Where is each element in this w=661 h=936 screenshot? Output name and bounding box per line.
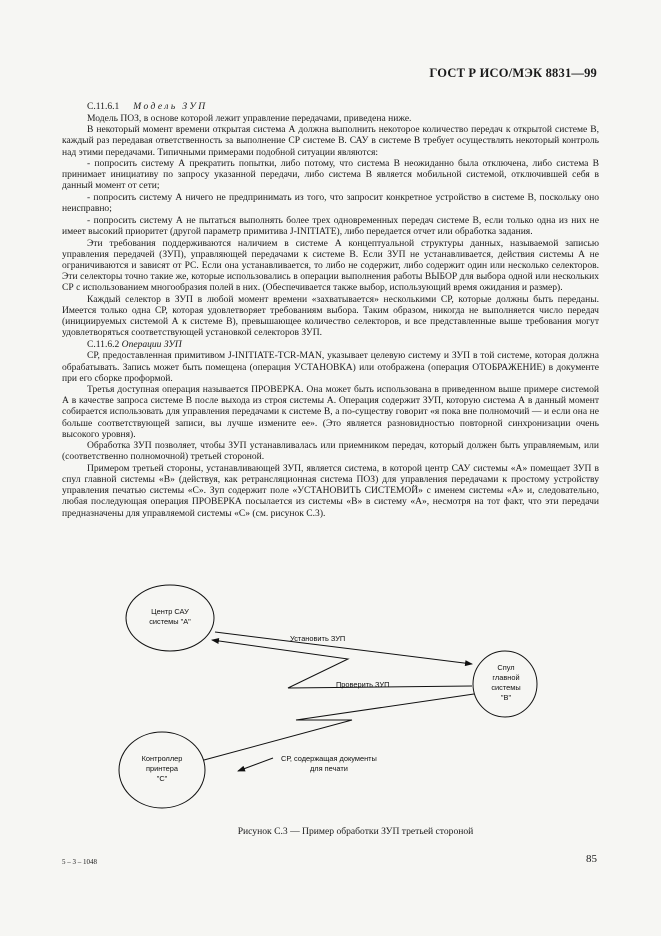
- arrow-print-docs-label-2: для печати: [310, 764, 348, 773]
- node-c-label-1: Контроллер: [141, 754, 183, 763]
- section-title: Операции ЗУП: [121, 338, 182, 350]
- node-b-label-4: "В": [500, 693, 512, 702]
- node-b-label-3: системы: [491, 683, 521, 692]
- paragraph: В некоторый момент времени открытая система А должна выполнить некоторое количество передач к открытой системе В, каждый раз передавая ответственность за выполнение СР системе В. САУ в системе В требует осуществлять некоторый контроль над этими передачами. Типичными примерами подобной ситуации являются:: [62, 124, 599, 158]
- paragraph: Модель ПОЗ, в основе которой лежит управление передачами, приведена ниже.: [87, 112, 412, 124]
- section-number: С.11.6.2: [87, 338, 120, 350]
- arrow-print-docs: [238, 758, 273, 771]
- node-c-label-2: принтера: [146, 764, 178, 773]
- document-header: ГОСТ Р ИСО/МЭК 8831—99: [429, 66, 597, 80]
- list-item: - попросить систему А не пытаться выполнять более трех одновременных передач системе В, если только одна из них не имеет высокий приоритет (другой параметр примитива J-INITIATE), либо передается отчет или обработка задания.: [62, 214, 599, 237]
- section-title: Модель ЗУП: [133, 101, 208, 112]
- paragraph: СР, предоставленная примитивом J-INITIATE-TCR-MAN, указывает целевую систему и ЗУП в той системе, которая должна обрабатывать. Запись может быть помещена (операция УСТАНОВКА) или отображена (операция ОТОБРАЖЕНИЕ) в документе при его сборке проформой.: [62, 350, 599, 384]
- paragraph: Эти требования поддерживаются наличием в системе А концептуальной структуры данных, называемой записью управления передачей (ЗУП), управляющей передачами к системе В. Если ЗУП не устанавливается, действия системы А не ограничиваются и зависят от РС. Если она устанавливается, то либо не содержит, либо содержит один или несколько селекторов. Эти селекторы точно такие же, которые использовались в операции выполнения работы ВЫБОР для выбора одной или нескольких СР с использованием многообразия полей в них. (Обеспечивается также выбор, использующий время ожидания и размер).: [62, 237, 599, 294]
- paragraph: Примером третьей стороны, устанавливающей ЗУП, является система, в которой центр САУ системы «А» помещает ЗУП в спул главной системы «В» (действуя, как ретрансляционная система ПОЗ) для управления передачами к простому устройству управления печатью системы «С». Зуп содержит поле «УСТАНОВИТЬ СИСТЕМОЙ» с именем системы «А» и, следовательно, любая последующая операция ПРОВЕРКА посылается из системы «В» в систему «А», несмотря на тот факт, что эти передачи предназначены для управляемой системы «С» (см. рисунок С.3).: [62, 463, 599, 519]
- link-b-to-c: [204, 694, 474, 760]
- section-heading-1: [62, 101, 599, 112]
- node-c-label-3: "С": [156, 774, 168, 783]
- paragraph: Обработка ЗУП позволяет, чтобы ЗУП устанавливалась или приемником передач, который должен быть управляемым, или (соответственно полномочной) третьей стороной.: [62, 440, 599, 463]
- node-b-label-2: главной: [492, 673, 520, 682]
- list-item: - попросить систему А ничего не предпринимать из того, что запросит конкретное устройство в системе В, поскольку оно неисправно;: [62, 192, 599, 215]
- document-body: [62, 101, 599, 519]
- paragraph: Третья доступная операция называется ПРОВЕРКА. Она может быть использована в приведенном выше примере системой А в качестве запроса системе В после выхода из строя системы А. Операция содержит ЗУП, которую система А в данный момент собирается использовать для управления передачами к системе В, а по-существу говорит «я пока вне полномочий — и если она не больше соответствующей записи, вы лучше измените ее». (Это является разновидностью повторной синхронизации очень высокого уровня).: [62, 384, 599, 440]
- node-b-label-1: Спул: [497, 663, 515, 672]
- page-number: 85: [586, 853, 597, 865]
- paragraph: Каждый селектор в ЗУП в любой момент времени «захватывается» несколькими СР, которые должны быть переданы. Имеется только одна СР, которая удовлетворяет требованиям выбора. Таким образом, никогда не выполняется число передач (инициируемых системой А к системе В), превышающее количество селекторов, и все представленные выше требования могут удовлетворяться соответствующей установкой селекторов ЗУП.: [62, 293, 599, 339]
- figure-caption: Рисунок С.3 — Пример обработки ЗУП третьей стороной: [237, 826, 474, 837]
- node-a-label-2: системы "А": [149, 617, 191, 626]
- arrow-print-docs-label-1: СР, содержащая документы: [281, 754, 377, 763]
- section-heading-2: [62, 339, 599, 350]
- list-item: - попросить систему А прекратить попытки, либо потому, что система В неожиданно была отключена, либо система В принимает инициативу по запросу указанной передачи, либо система В является мобильной системой, отключившей себя в данный момент от сети;: [62, 158, 599, 192]
- arrow-check-tcr-label: Проверить ЗУП: [336, 680, 390, 689]
- node-a-label-1: Центр САУ: [151, 607, 189, 616]
- arrow-set-tcr-label: Установить ЗУП: [290, 634, 346, 643]
- footer-print-code: 5 – 3 – 1048: [62, 858, 97, 866]
- figure-c3-diagram: [110, 580, 560, 830]
- section-number: С.11.6.1: [87, 101, 120, 112]
